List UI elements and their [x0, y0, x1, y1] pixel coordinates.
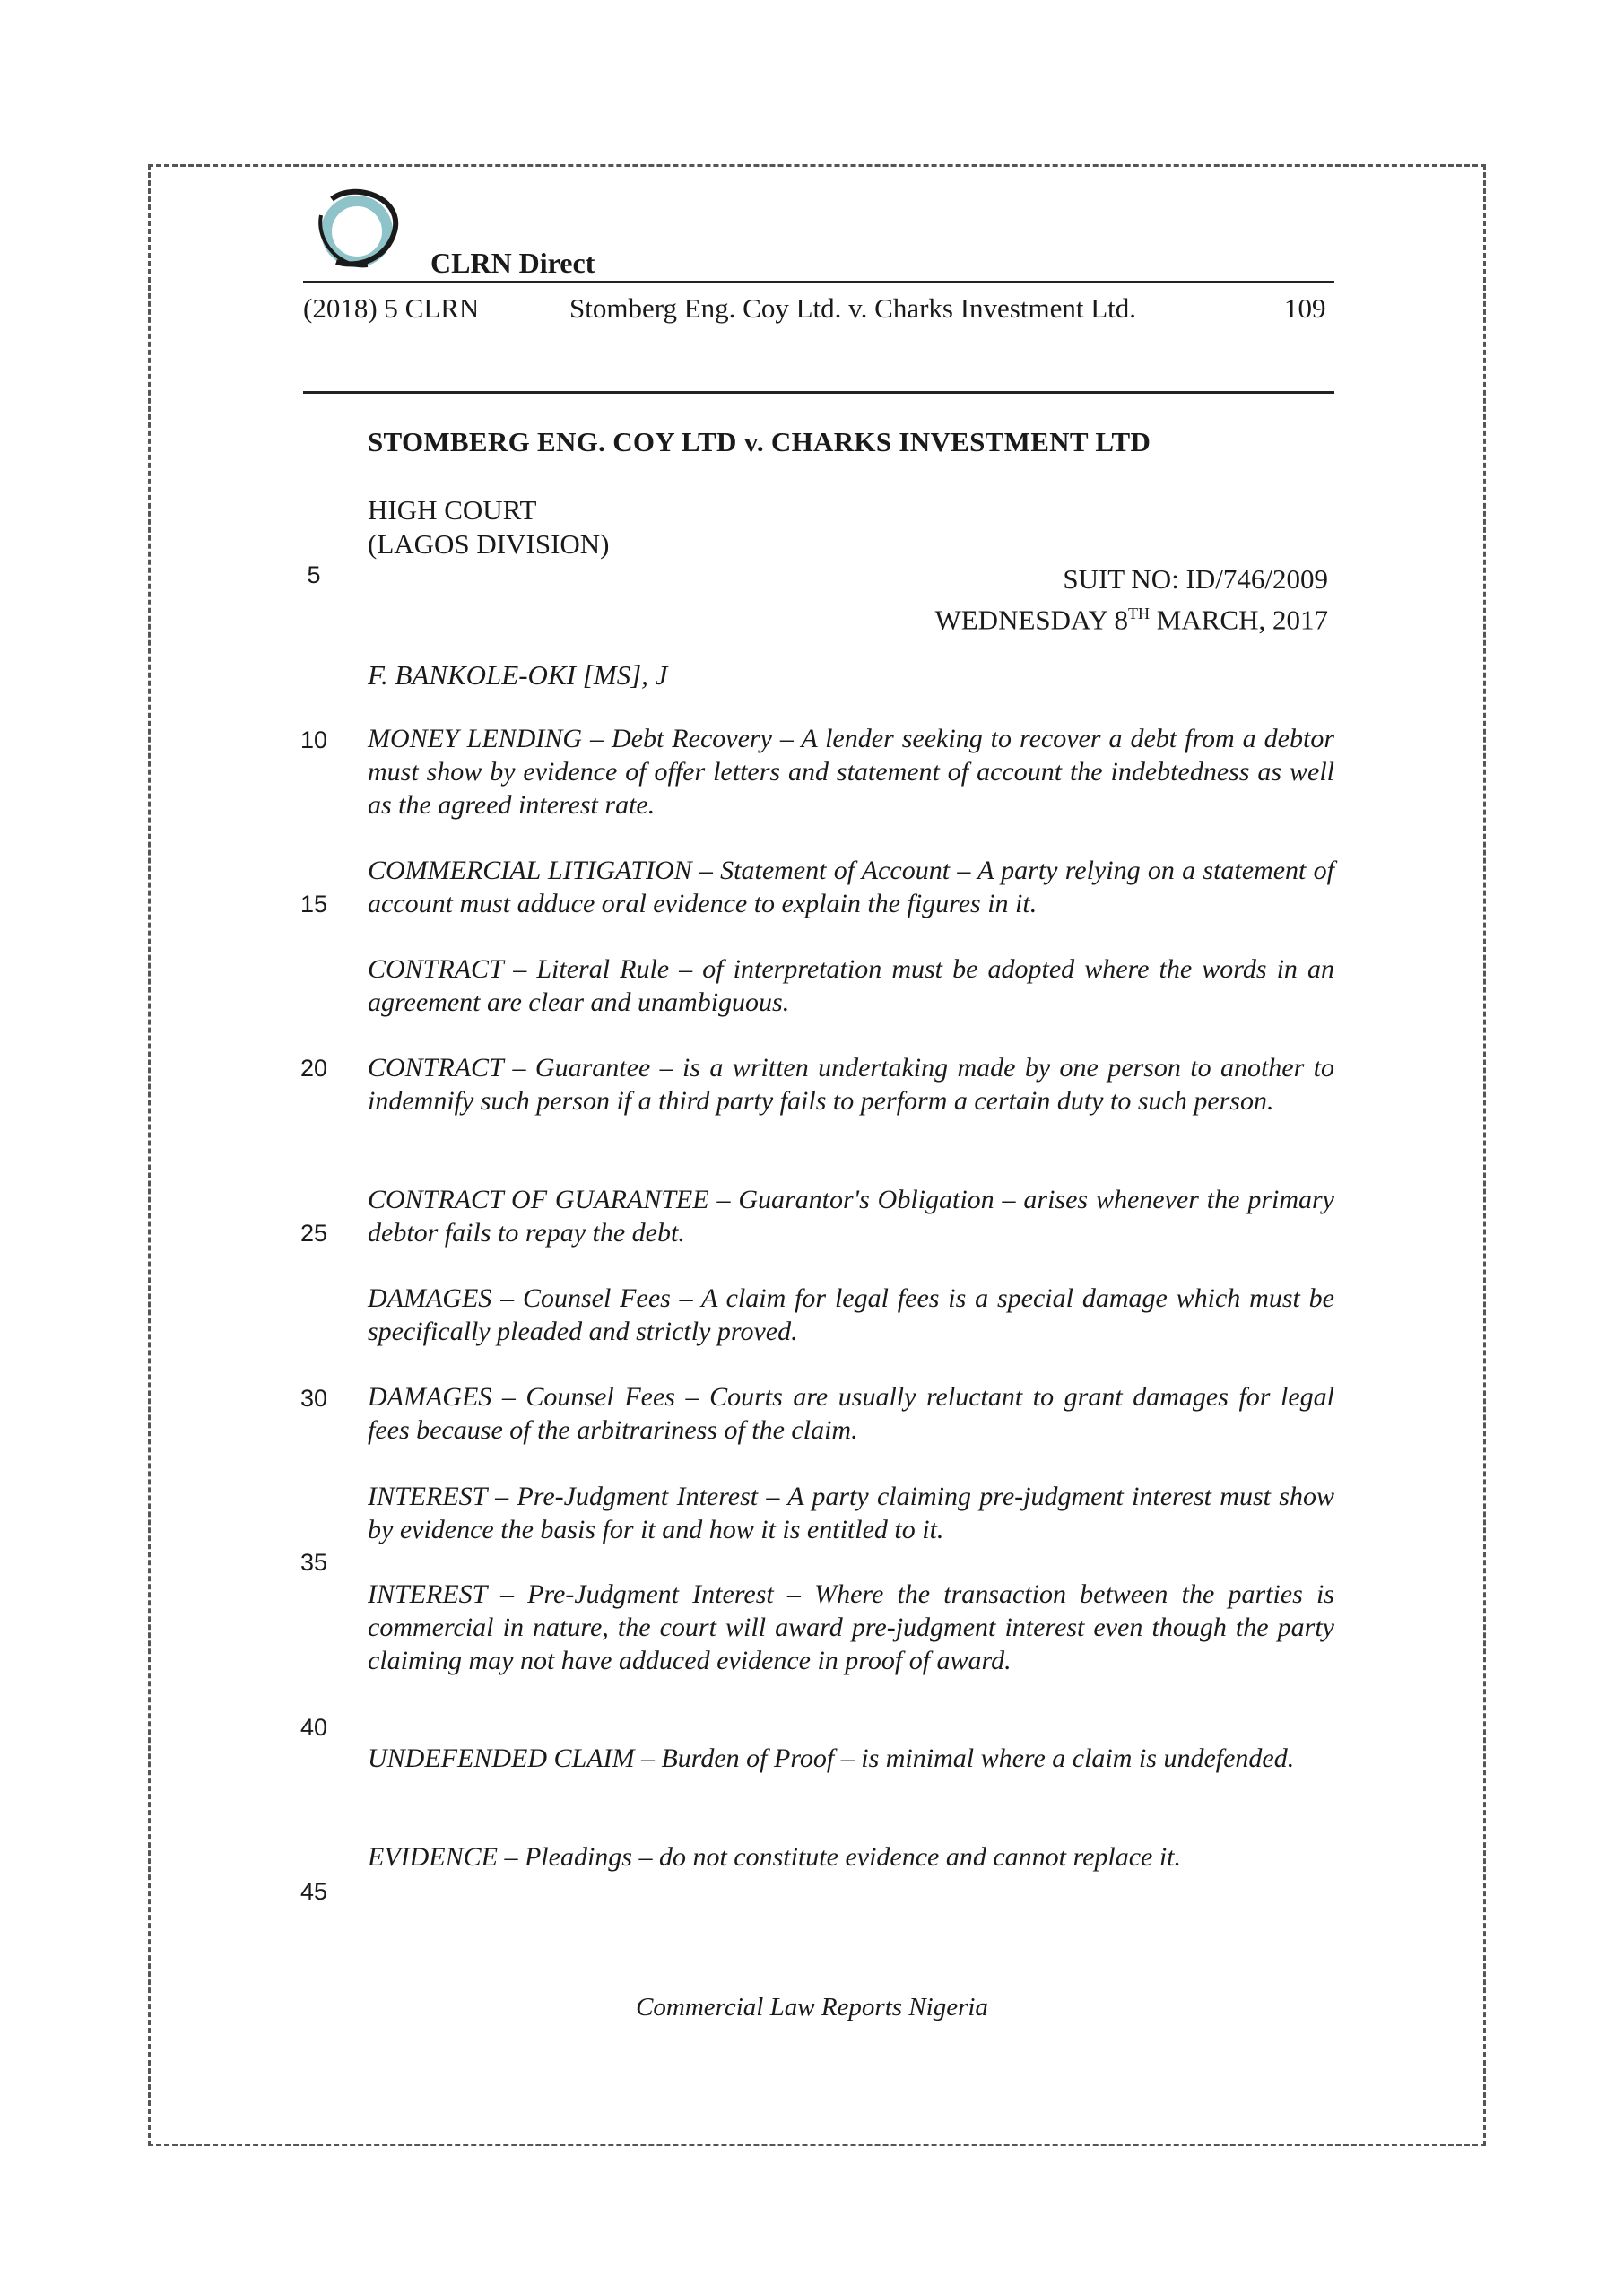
headnote: COMMERCIAL LITIGATION – Statement of Account – A party relying on a statement of account must adduce oral evidence to explain the figures in it.: [368, 856, 1334, 918]
line-number: 15: [300, 891, 328, 918]
brand-name: CLRN Direct: [430, 247, 595, 279]
judgment-date: [934, 596, 1328, 637]
suit-block: [934, 562, 1328, 637]
line-number: 30: [300, 1385, 328, 1412]
citation: (2018) 5 CLRN: [303, 292, 480, 324]
date-prefix: WEDNESDAY 8: [934, 604, 1129, 636]
judge-name: F. BANKOLE-OKI [MS], J: [368, 659, 668, 691]
page-number: 109: [1284, 292, 1326, 324]
headnote: EVIDENCE – Pleadings – do not constitute evidence and cannot replace it.: [368, 1842, 1182, 1872]
headnote: UNDEFENDED CLAIM – Burden of Proof – is minimal where a claim is undefended.: [368, 1744, 1295, 1773]
header-bottom-rule: [303, 391, 1334, 394]
header-rule: [303, 281, 1334, 283]
date-suffix: MARCH, 2017: [1150, 604, 1328, 636]
date-ordinal: TH: [1128, 604, 1151, 622]
line-number: 25: [300, 1220, 328, 1247]
clrn-logo: [305, 179, 413, 278]
headnote: MONEY LENDING – Debt Recovery – A lender seeking to recover a debt from a debtor must show by evidence of offer letters and statement of account the indebtedness as well as the agreed interest rate.: [368, 724, 1334, 820]
line-number: 40: [300, 1714, 328, 1741]
headnote: DAMAGES – Counsel Fees – Courts are usually reluctant to grant damages for legal fees because of the arbitrariness of the claim.: [368, 1382, 1334, 1445]
headnote: CONTRACT – Literal Rule – of interpretation must be adopted where the words in an agreement are clear and unambiguous.: [368, 954, 1334, 1017]
case-title: STOMBERG ENG. COY LTD v. CHARKS INVESTMENT LTD: [368, 426, 1151, 457]
headnote: INTEREST – Pre-Judgment Interest – A party claiming pre-judgment interest must show by evidence the basis for it and how it is entitled to it.: [368, 1482, 1334, 1544]
line-number: 10: [300, 726, 328, 753]
headnote: DAMAGES – Counsel Fees – A claim for legal fees is a special damage which must be specifically pleaded and strictly proved.: [368, 1283, 1334, 1346]
headnote: CONTRACT – Guarantee – is a written undertaking made by one person to another to indemnify such person if a third party fails to perform a certain duty to such person.: [368, 1053, 1334, 1116]
footer-publication: Commercial Law Reports Nigeria: [636, 1993, 988, 2022]
headnote: INTEREST – Pre-Judgment Interest – Where the transaction between the parties is commercial in nature, the court will award pre-judgment interest even though the party claiming may not have adduced evidence in proof of award.: [368, 1579, 1334, 1675]
line-number: 35: [300, 1549, 328, 1576]
court-name: HIGH COURT: [368, 494, 537, 526]
line-number: 5: [307, 561, 321, 588]
court-block: [368, 493, 610, 561]
court-division: (LAGOS DIVISION): [368, 528, 610, 560]
suit-number: SUIT NO: ID/746/2009: [1063, 563, 1328, 595]
headnote: CONTRACT OF GUARANTEE – Guarantor's Obligation – arises whenever the primary debtor fails to repay the debt.: [368, 1185, 1334, 1248]
line-number: 20: [300, 1055, 328, 1082]
line-number: 45: [300, 1878, 328, 1905]
running-title: Stomberg Eng. Coy Ltd. v. Charks Investment Ltd.: [569, 292, 1137, 324]
